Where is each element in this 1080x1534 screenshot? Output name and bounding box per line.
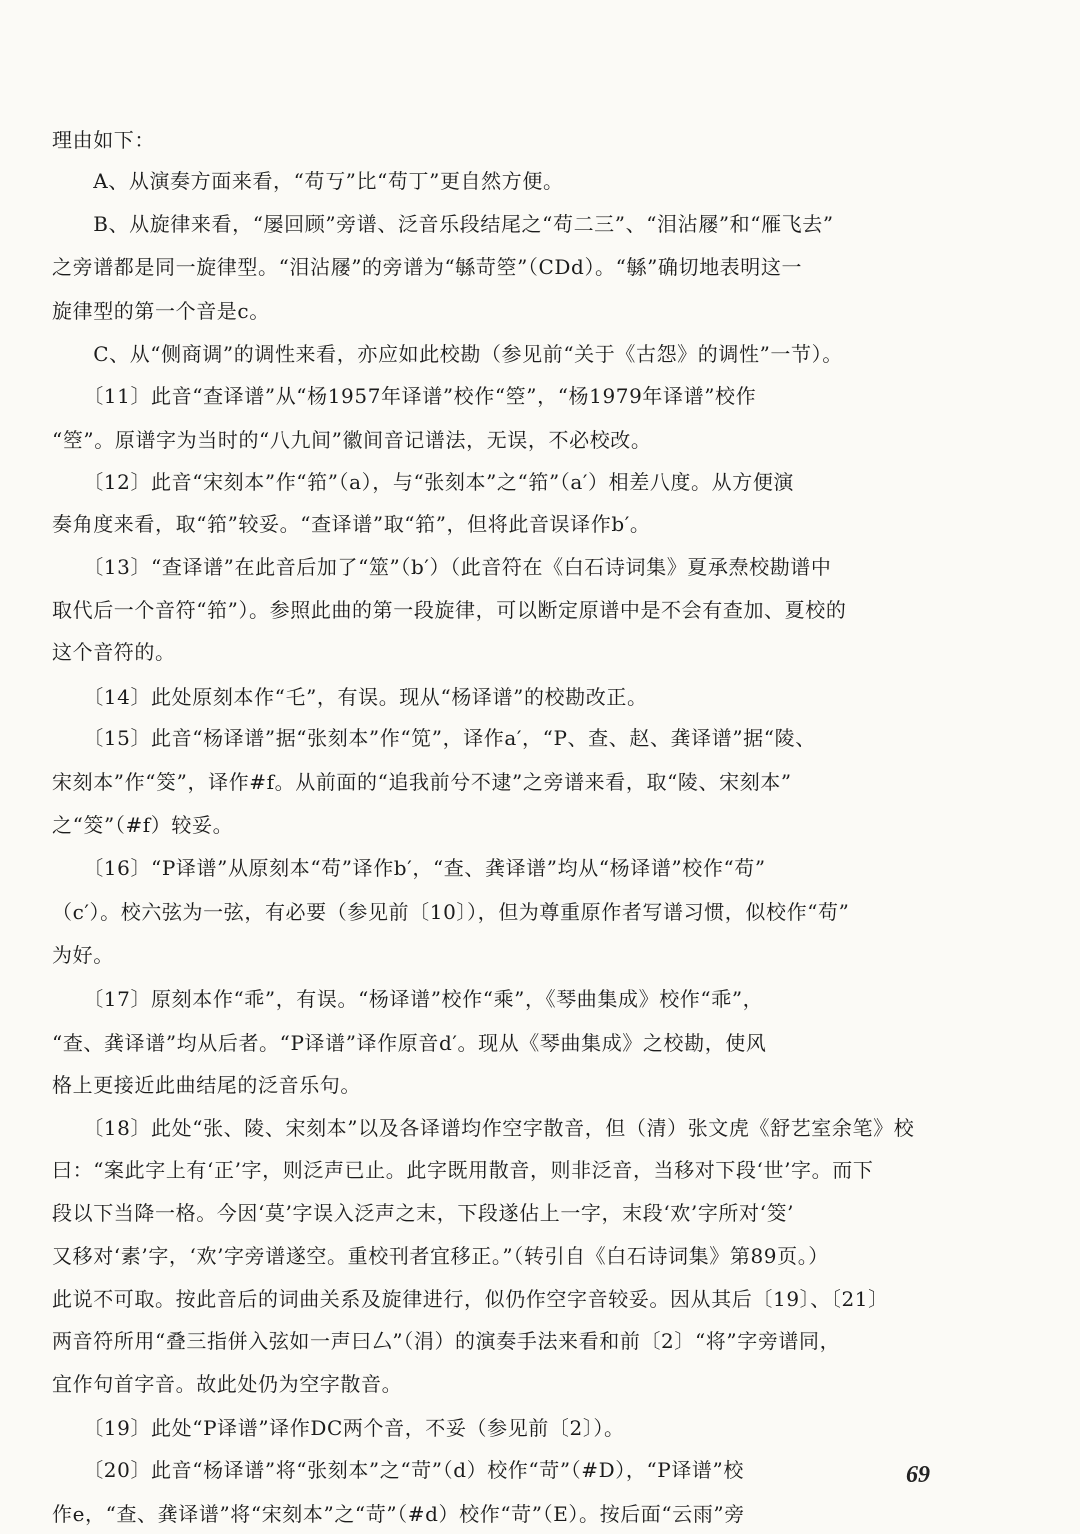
text-line: 两音符所用“叠三指併入弦如一声曰厶”（涓）的演奏手法来看和前〔2〕“将”字旁谱同， — [52, 1329, 841, 1353]
text-line: 取代后一个音符“筘”）。参照此曲的第一段旋律，可以断定原谱中是不会有查加、夏校的 — [52, 598, 847, 622]
text-line: 之“筊”（#f）较妥。 — [52, 813, 234, 837]
document-page — [52, 120, 932, 1526]
text-line: 奏角度来看，取“筘”较妥。“查译谱”取“筘”，但将此音误译作b′。 — [52, 512, 651, 536]
text-line: 〔11〕此音“查译谱”从“杨1957年译谱”校作“箜”，“杨1979年译谱”校作 — [52, 384, 757, 408]
text-line: 〔18〕此处“张、陵、宋刻本”以及各译谱均作空字散音，但（清）张文虎《舒艺室余笔》校 — [52, 1116, 915, 1140]
text-line: 这个音符的。 — [52, 640, 176, 664]
text-line: 〔19〕此处“P译谱”译作DC两个音，不妥（参见前〔2〕）。 — [52, 1416, 625, 1440]
text-line: “箜”。原谱字为当时的“八九间”徽间音记谱法，无误，不必校改。 — [52, 428, 652, 452]
text-line: “查、龚译谱”均从后者。“P译谱”译作原音d′。现从《琴曲集成》之校勘，使风 — [52, 1031, 767, 1055]
text-line: 〔13〕“查译谱”在此音后加了“筮”（b′）（此音符在《白石诗词集》夏承焘校勘谱中 — [52, 555, 832, 579]
text-line: 又移对‘素’字，‘欢’字旁谱遂空。重校刊者宜移正。”（转引自《白石诗词集》第89页。） — [52, 1244, 829, 1268]
text-line: 〔12〕此音“宋刻本”作“筘”（a），与“张刻本”之“筘”（a′）相差八度。从方便演 — [52, 470, 795, 494]
text-line: 〔20〕此音“杨译谱”将“张刻本”之“苛”（d）校作“苛”（#D），“P译谱”校 — [52, 1458, 744, 1482]
text-line: 〔14〕此处原刻本作“乇”，有误。现从“杨译谱”的校勘改正。 — [52, 685, 648, 709]
text-line: 理由如下： — [52, 128, 155, 152]
text-line: A、从演奏方面来看，“苟丂”比“苟丁”更自然方便。 — [52, 169, 564, 193]
text-line: 宜作句首字音。故此处仍为空字散音。 — [52, 1372, 403, 1396]
text-line: 此说不可取。按此音后的词曲关系及旋律进行，似仍作空字音较妥。因从其后〔19〕、〔21〕 — [52, 1287, 889, 1311]
text-line: 作e，“查、龚译谱”将“宋刻本”之“苛”（#d）校作“苛”（E）。按后面“云雨”旁 — [52, 1502, 745, 1526]
text-line: 之旁谱都是同一旋律型。“泪沾屦”的旁谱为“緐苛箜”（CDd）。“緐”确切地表明这一 — [52, 255, 803, 279]
text-line: 为好。 — [52, 943, 114, 967]
text-line: B、从旋律来看，“屡回顾”旁谱、泛音乐段结尾之“苟二三”、“泪沾屦”和“雁飞去” — [52, 212, 834, 236]
text-line: 曰：“案此字上有‘正’字，则泛声已止。此字既用散音，则非泛音，当移对下段‘世’字。而下 — [52, 1158, 874, 1182]
text-line: （c′）。校六弦为一弦，有必要（参见前〔10〕），但为尊重原作者写谱习惯，似校作“苟” — [52, 900, 850, 924]
text-line: 宋刻本”作“筊”，译作#f。从前面的“追我前兮不逮”之旁谱来看，取“陵、宋刻本” — [52, 770, 792, 794]
text-line: C、从“侧商调”的调性来看，亦应如此校勘（参见前“关于《古怨》的调性”一节）。 — [52, 342, 843, 366]
text-line: 〔15〕此音“杨译谱”据“张刻本”作“笕”，译作a′，“P、查、赵、龚译谱”据“陵、 — [52, 726, 816, 750]
text-line: 〔16〕“P译谱”从原刻本“苟”译作b′，“查、龚译谱”均从“杨译谱”校作“苟” — [52, 856, 766, 880]
text-line: 格上更接近此曲结尾的泛音乐句。 — [52, 1073, 361, 1097]
text-line: 旋律型的第一个音是c。 — [52, 299, 270, 323]
text-line: 〔17〕原刻本作“乖”，有误。“杨译谱”校作“乘”，《琴曲集成》校作“乖”， — [52, 987, 764, 1011]
text-line: 段以下当降一格。今因‘莫’字误入泛声之末，下段遂佔上一字，末段‘欢’字所对‘筊’ — [52, 1201, 795, 1225]
page-number: 69 — [906, 1462, 930, 1488]
